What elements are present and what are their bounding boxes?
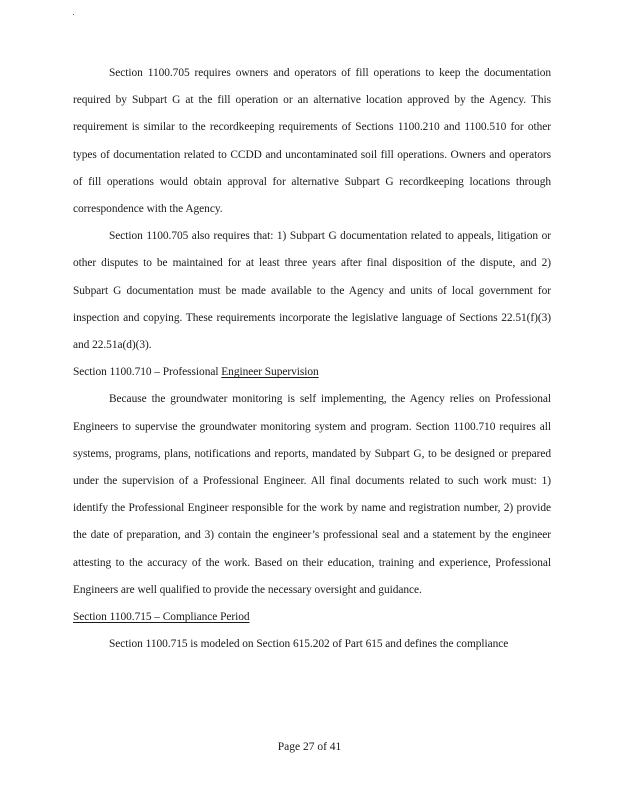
scan-speck xyxy=(73,14,74,15)
heading-underlined: Engineer Supervision xyxy=(221,366,319,379)
page-number: Page 27 of 41 xyxy=(277,741,342,753)
paragraph-recordkeeping-location: Section 1100.705 requires owners and operators of fill operations to keep the documentation required by Subpart G at the fill operation or an alternative location approved by the Agency. This requirement is similar to the recordkeeping requirements of Sections 1100.210 and 1100.510 for other types of documentation related to CCDD and uncontaminated soil fill operations. Owners and operators of fill operations would obtain approval for alternative Subpart G recordkeeping locations through correspondence with the Agency. xyxy=(73,67,551,216)
heading-prefix: Section 1100.710 – Professional xyxy=(73,366,222,379)
paragraph-dispute-records: Section 1100.705 also requires that: 1) Subpart G documentation related to appeals, litigation or other disputes to be maintained for at least three years after final disposition of the dispute, and 2) Subpart G documentation must be made available to the Agency and units of local government for inspection and copying. These requirements incorporate the legislative language of Sections 22.51(f)(3) and 22.51a(d)(3). xyxy=(73,230,551,352)
document-body xyxy=(73,60,551,658)
section-heading-compliance-period xyxy=(73,604,551,631)
heading-underlined: Section 1100.715 – Compliance Period xyxy=(73,611,250,624)
paragraph-engineer-supervision: Because the groundwater monitoring is self implementing, the Agency relies on Professional Engineers to supervise the groundwater monitoring system and program. Section 1100.710 requires all systems, programs, plans, notifications and reports, mandated by Subpart G, to be designed or prepared under the supervision of a Professional Engineer. All final documents related to such work must: 1) identify the Professional Engineer responsible for the work by name and registration number, 2) provide the date of preparation, and 3) contain the engineer’s professional seal and a statement by the engineer attesting to the accuracy of the work. Based on their education, training and experience, Professional Engineers are well qualified to provide the necessary oversight and guidance. xyxy=(73,393,551,596)
section-heading-engineer-supervision xyxy=(73,359,551,386)
paragraph-compliance-period: Section 1100.715 is modeled on Section 615.202 of Part 615 and defines the compliance xyxy=(109,638,509,651)
